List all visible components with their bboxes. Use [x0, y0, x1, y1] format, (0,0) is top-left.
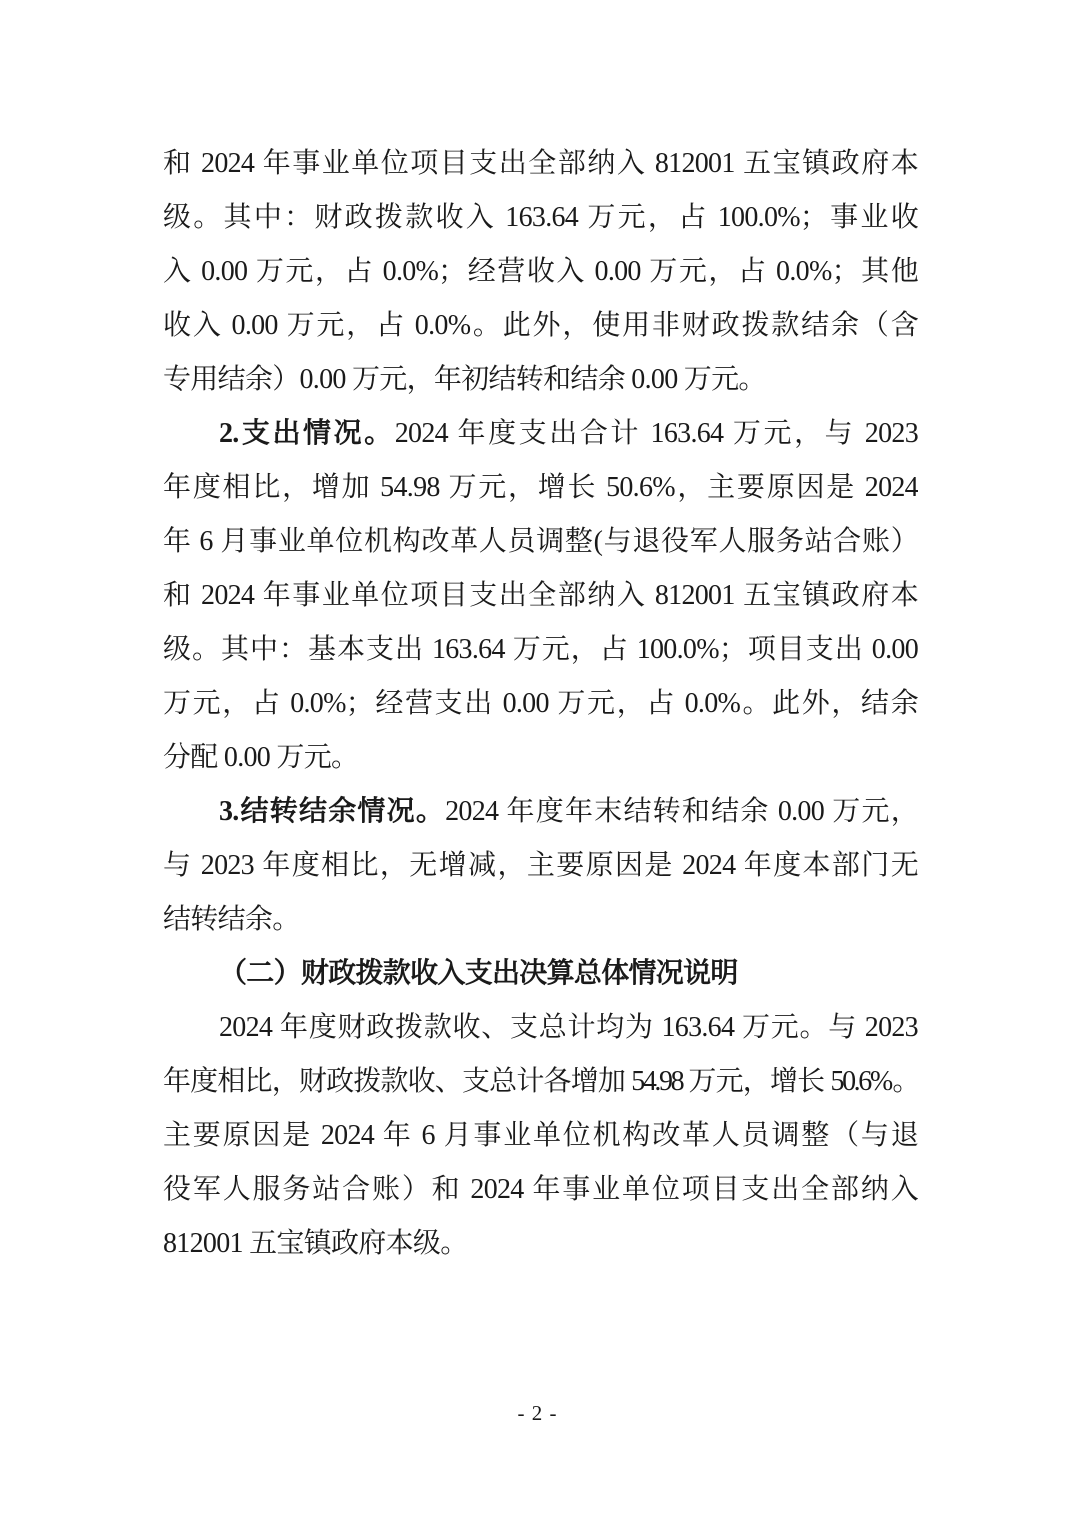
body-line: 收入 0.00 万元，占 0.0%。此外，使用非财政拨款结余（含 [163, 310, 918, 341]
body-line: 级。其中：财政拨款收入 163.64 万元，占 100.0%；事业收 [163, 202, 918, 233]
body-line: 与 2023 年度相比，无增减，主要原因是 2024 年度本部门无 [163, 850, 918, 881]
body-line: 结转结余。 [163, 904, 300, 935]
body-line: 役军人服务站合账）和 2024 年事业单位项目支出全部纳入 [163, 1174, 918, 1205]
heading-run: 3.结转结余情况。 [219, 796, 446, 827]
body-line: 专用结余）0.00 万元，年初结转和结余 0.00 万元。 [163, 364, 766, 395]
body-line: 年 6 月事业单位机构改革人员调整(与退役军人服务站合账） [163, 526, 918, 557]
page-number: - 2 - [517, 1401, 558, 1425]
body-line: 和 2024 年事业单位项目支出全部纳入 812001 五宝镇政府本 [163, 148, 918, 179]
body-line: 和 2024 年事业单位项目支出全部纳入 812001 五宝镇政府本 [163, 580, 918, 611]
body-line: 年度相比，财政拨款收、支总计各增加 54.98 万元，增长 50.6%。 [163, 1066, 918, 1097]
heading-run: 2.支出情况。 [219, 418, 395, 449]
text-run: 2024 年度支出合计 163.64 万元，与 2023 [394, 418, 918, 449]
text-run: 2024 年度年末结转和结余 0.00 万元， [445, 796, 918, 827]
body-line: 分配 0.00 万元。 [163, 742, 359, 773]
body-line: 入 0.00 万元，占 0.0%；经营收入 0.00 万元，占 0.0%；其他 [163, 256, 918, 287]
body-line: 年度相比，增加 54.98 万元，增长 50.6%，主要原因是 2024 [163, 472, 918, 503]
page-footer [0, 1398, 1075, 1428]
body-line: 812001 五宝镇政府本级。 [163, 1228, 468, 1259]
body-line: 主要原因是 2024 年 6 月事业单位机构改革人员调整（与退 [163, 1120, 918, 1151]
body-line: 2024 年度财政拨款收、支总计均为 163.64 万元。与 2023 [219, 1012, 918, 1043]
body-line-carryover-heading [163, 785, 918, 839]
document-body [163, 137, 918, 1271]
body-line-expenditure-heading [163, 407, 918, 461]
body-line: 万元，占 0.0%；经营支出 0.00 万元，占 0.0%。此外，结余 [163, 688, 918, 719]
body-line: 级。其中：基本支出 163.64 万元，占 100.0%；项目支出 0.00 [163, 634, 918, 665]
section-heading-fiscal-appropriation: （二）财政拨款收入支出决算总体情况说明 [219, 958, 738, 989]
